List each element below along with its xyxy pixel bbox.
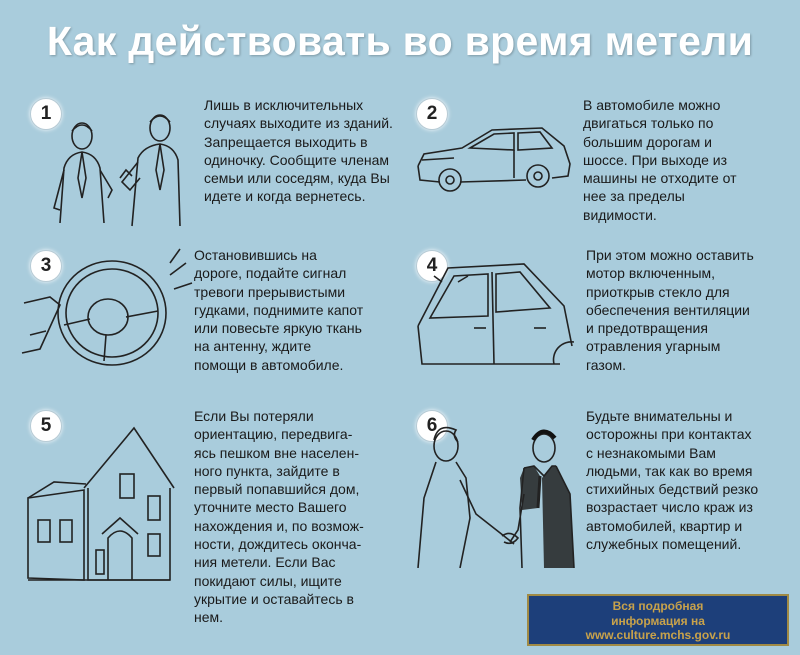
house-illustration <box>24 410 184 585</box>
step-text-3: Остановившись на дороге, подайте сигнал тревоги прерывистыми гудками, поднимите капот или повесьте яркую ткань на антенну, ждите помощи в автомобиле. <box>194 247 364 373</box>
step-text-2: В автомобиле можно двигаться только по большим дорогам и шоссе. При выходе из машины не отходите от нее за пределы видимости. <box>583 97 737 223</box>
car-door-illustration <box>414 246 574 376</box>
car-illustration <box>414 122 574 197</box>
two-men-talking-illustration <box>20 98 200 228</box>
page-title: Как действовать во время метели <box>46 18 754 64</box>
handshake-illustration <box>414 418 579 568</box>
step-number-4: 4 <box>416 250 448 282</box>
footer-website-banner[interactable]: Вся подробная информация на www.culture.mchs.gov.ru <box>527 594 789 646</box>
step-text-1: Лишь в исключительных случаях выходите из зданий. Запрещается выходить в одиночку. Сообщите членам семьи или соседям, куда Вы идете и когда вернетесь. <box>204 97 393 205</box>
step-text-5: Если Вы потеряли ориентацию, передвига- ясь пешком вне населен- ного пункта, зайдите в первый попавшийся дом, уточните место Вашего нахождения и, по возмож- ности, дождитесь оконча- ния метели. Если Вас покидают силы, ищите укрытие и оставайтесь в нем. <box>194 408 364 626</box>
step-text-6: Будьте внимательны и осторожны при контактах с незнакомыми Вам людьми, так как во время стихийных бедствий резко возрастает число краж из автомобилей, квартир и служебных помещений. <box>586 408 759 553</box>
step-number-3: 3 <box>30 250 62 282</box>
step-text-4: При этом можно оставить мотор включенным, приоткрыв стекло для обеспечения вентиляции и предотвращения отравления угарным газом. <box>586 247 754 373</box>
step-number-6: 6 <box>416 410 448 442</box>
step-number-2: 2 <box>416 98 448 130</box>
step-number-5: 5 <box>30 410 62 442</box>
step-number-1: 1 <box>30 98 62 130</box>
steering-wheel-illustration <box>20 245 195 375</box>
